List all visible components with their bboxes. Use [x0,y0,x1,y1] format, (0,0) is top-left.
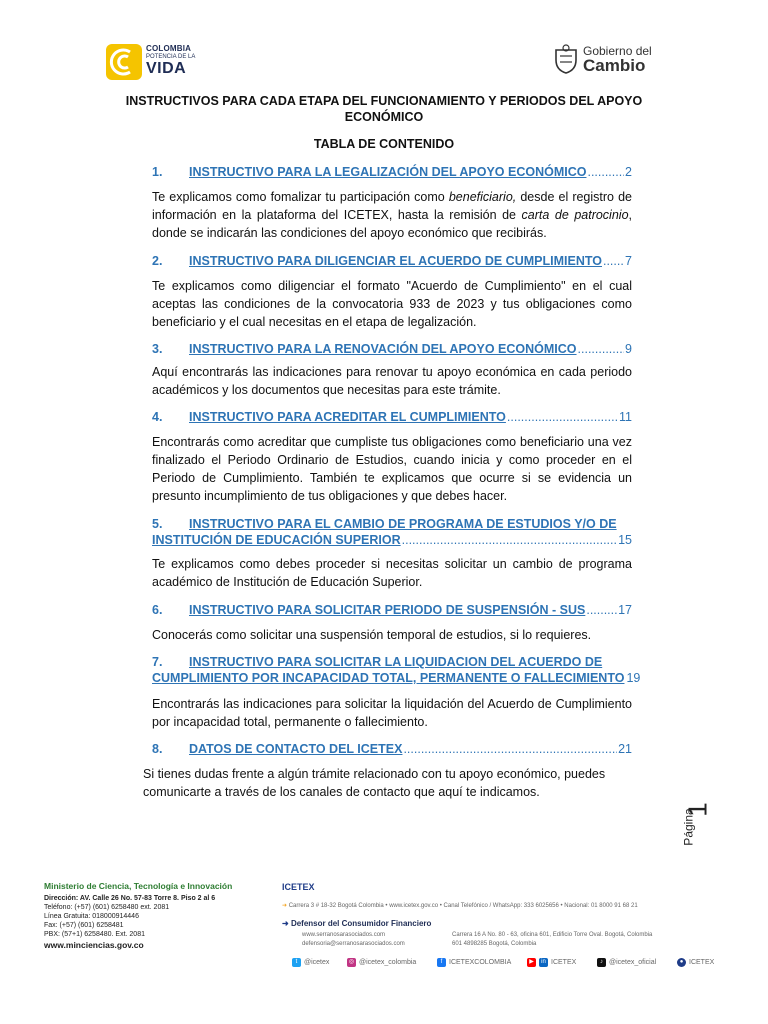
footer-fax: Fax: (+57) (601) 6258481 [44,922,124,929]
social-facebook-handle: ICETEXCOLOMBIA [449,959,512,966]
toc-entry-label[interactable]: INSTRUCTIVO PARA LA LEGALIZACIÓN DEL APOYO ECONÓMICO [189,165,587,179]
toc-entry-number: 3. [152,342,163,356]
social-other[interactable] [677,958,714,967]
social-youtube-handle: ICETEX [551,959,577,966]
footer-website-link[interactable]: www.minciencias.gov.co [44,940,144,950]
toc-entry-6-description: Conocerás como solicitar una suspensión temporal de estudios, si lo requieres. [152,628,592,642]
toc-entry-label[interactable]: INSTRUCTIVO PARA LA RENOVACIÓN DEL APOYO ECONÓMICO [189,342,577,356]
toc-entry-1[interactable] [152,164,632,180]
footer-defensor [282,919,431,928]
social-twitter[interactable] [292,958,329,967]
tiktok-icon: ♪ [597,958,606,967]
toc-entry-3-description: Aquí encontrarás las indicaciones para renovar tu apoyo económica en cada periodo académicos y los documentos que necesitas para este trámite. [152,365,632,397]
footer-pbx: PBX: (57+1) 6258480. Ext. 2081 [44,931,145,938]
logo-line-2: POTENCIA DE LA [146,54,196,60]
toc-entry-label-line-1[interactable]: INSTRUCTIVO PARA EL CAMBIO DE PROGRAMA DE ESTUDIOS Y/O DE [189,517,617,531]
toc-entry-number: 7. [152,655,163,669]
toc-entry-label-line-1[interactable]: INSTRUCTIVO PARA SOLICITAR LA LIQUIDACION DEL ACUERDO DE [189,655,603,669]
footer-defensor-web[interactable]: www.serranosarasociados.com [302,932,386,938]
leader-dots [402,532,617,548]
footer-icetex-contact-text: Carrera 3 # 18-32 Bogotá Colombia • www.icetex.gov.co • Canal Telefónico / WhatsApp: 333 6025656 • Nacional: 01 8000 91 68 21 [288,903,638,909]
toc-entry-number: 5. [152,517,163,531]
toc-entry-page: 15 [618,533,632,547]
instagram-icon: ◎ [348,959,355,965]
toc-entry-6[interactable] [152,602,632,618]
logo-cambio-line: Cambio [583,56,646,75]
social-other-handle: ICETEX [689,959,715,966]
social-facebook[interactable] [437,958,511,967]
social-youtube-linkedin[interactable] [527,958,576,967]
toc-entry-page: 2 [625,165,632,179]
leader-dots [403,741,617,757]
footer-toll-free: Línea Gratuita: 018000914446 [44,913,139,920]
toc-entry-number: 6. [152,603,163,617]
colombia-potencia-vida-logo [106,42,216,82]
footer-defensor-phone: 601 4898285 Bogotá, Colombia [452,941,537,947]
logo-gobierno-line: Gobierno del [583,44,652,58]
social-tiktok[interactable] [597,958,656,967]
toc-entry-2-description: Te explicamos como diligenciar el formato "Acuerdo de Cumplimiento" en el cual aceptas las condiciones de la convocatoria 933 de 2023 y tus obligaciones como beneficiario y el cual necesitas en el etapa de legalización. [152,279,632,329]
toc-entry-5-description: Te explicamos como debes proceder si necesitas solicitar un cambio de programa académico de Institución de Educación Superior. [152,557,632,589]
toc-entry-number: 2. [152,254,163,268]
toc-entry-5[interactable] [152,516,632,548]
toc-entry-8-description: Si tienes dudas frente a algún trámite relacionado con tu apoyo económico, puedes comunicarte a través de los canales de contacto que aquí te indicamos. [143,767,606,799]
page-number [680,800,720,860]
toc-entry-number: 1. [152,165,163,179]
toc-entry-3[interactable] [152,341,632,357]
footer-minciencias [44,882,264,950]
toc-entry-number: 4. [152,410,163,424]
chat-icon: ● [677,958,686,967]
location-arrow-icon: ➜ [282,903,288,909]
toc-entry-label-line-2[interactable]: CUMPLIMIENTO POR INCAPACIDAD TOTAL, PERMANENTE O FALLECIMIENTO [152,671,625,685]
social-twitter-handle: @icetex [304,959,330,966]
toc-entry-8[interactable] [152,741,632,757]
page-number-value: 1 [682,802,713,817]
toc-entry-label[interactable]: INSTRUCTIVO PARA DILIGENCIAR EL ACUERDO DE CUMPLIMIENTO [189,254,602,268]
leader-dots [578,341,625,357]
toc-entry-7-description: Encontrarás las indicaciones para solicitar la liquidación del Acuerdo de Cumplimiento por incapacidad total, permanente o fallecimiento. [152,697,632,729]
national-seal-icon [552,44,580,74]
toc-entry-4[interactable] [152,409,632,425]
social-instagram[interactable] [347,958,416,967]
footer-phone: Teléfono: (+57) (601) 6258480 ext. 2081 [44,904,170,911]
footer-icetex-contact [282,902,638,909]
toc-entry-label[interactable]: DATOS DE CONTACTO DEL ICETEX [189,742,403,756]
footer-defensor-address: Carrera 16 A No. 80 - 63, oficina 601, Edificio Torre Oval. Bogotá, Colombia [452,932,653,938]
toc-entry-4-description: Encontrarás como acreditar que cumpliste tus obligaciones como beneficiario una vez finalizado el Periodo Ordinario de Estudios, cuando inicia y como proceder en el Periodo de Cumplimiento. También te explicamos que ocurre si se evidencia un presunto incumplimiento de tus obligaciones y que debes hacer. [152,435,632,503]
leader-dots [603,253,624,269]
toc-heading: TABLA DE CONTENIDO [313,137,455,151]
defensor-arrow-icon: ➜ [282,919,289,928]
toc-entry-7[interactable] [152,654,641,686]
youtube-icon: ▶ [527,958,536,967]
toc-entry-label-line-2[interactable]: INSTITUCIÓN DE EDUCACIÓN SUPERIOR [152,533,401,547]
toc-entry-label[interactable]: INSTRUCTIVO PARA SOLICITAR PERIODO DE SUSPENSIÓN - SUS [189,603,586,617]
toc-entry-page: 9 [625,342,632,356]
document-title: INSTRUCTIVOS PARA CADA ETAPA DEL FUNCIONAMIENTO Y PERIODOS DEL APOYO ECONÓMICO [125,94,643,124]
social-instagram-handle: @icetex_colombia [359,959,417,966]
toc-entry-1-description: Te explicamos como fomalizar tu participación como beneficiario, desde el registro de información en la plataforma del ICETEX, hasta la remisión de carta de patrocinio, donde se indicarán las condiciones del apoyo económico que recibirás. [152,190,633,240]
toc-entry-2[interactable] [152,253,632,269]
twitter-icon: t [292,958,301,967]
footer-icetex-heading: ICETEX [282,882,315,892]
toc-entry-label[interactable]: INSTRUCTIVO PARA ACREDITAR EL CUMPLIMIENTO [189,410,506,424]
toc-entry-number: 8. [152,742,163,756]
toc-entry-page: 19 [626,671,641,685]
leader-dots [586,602,617,618]
gobierno-del-cambio-logo [552,42,662,82]
page-word: Página [681,808,696,846]
toc-entry-page: 21 [618,742,632,756]
social-tiktok-handle: @icetex_oficial [609,959,657,966]
footer-address: Dirección: AV. Calle 26 No. 57-83 Torre 8. Piso 2 al 6 [44,895,216,902]
logo-line-1: COLOMBIA [146,44,192,53]
linkedin-icon: in [539,958,548,967]
logo-line-3: VIDA [146,60,187,77]
footer-defensor-label: Defensor del Consumidor Financiero [290,919,432,928]
footer-ministry-heading: Ministerio de Ciencia, Tecnología e Innovación [44,881,233,891]
vida-logo-icon [106,44,142,80]
toc-entry-page: 11 [619,410,632,424]
toc-entry-page: 17 [618,603,632,617]
toc-entry-page: 7 [625,254,632,268]
facebook-icon: f [437,958,446,967]
leader-dots [587,164,624,180]
leader-dots [507,409,618,425]
footer-defensor-email[interactable]: defensoria@serranosarasociados.com [302,941,405,947]
